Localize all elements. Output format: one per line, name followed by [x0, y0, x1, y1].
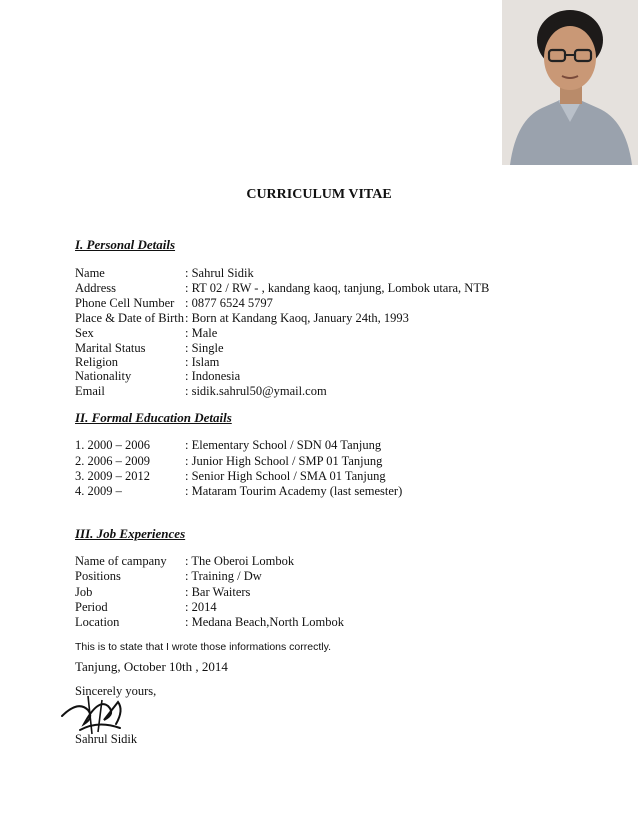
row-value: : RT 02 / RW - , kandang kaoq, tanjung, Lombok utara, NTB: [185, 281, 490, 295]
row-label: 2. 2006 – 2009: [75, 454, 150, 468]
row-value: : 2014: [185, 600, 217, 614]
portrait-image: [502, 0, 638, 165]
row-label: Location: [75, 615, 120, 629]
signature-image: [58, 690, 138, 738]
profile-photo: [502, 0, 638, 165]
education-row: [75, 454, 382, 469]
row-label: Nationality: [75, 369, 132, 383]
row-value: : Training / Dw: [185, 569, 262, 583]
row-value: : Islam: [185, 355, 220, 369]
row-label: Job: [75, 585, 93, 599]
row-label: Place & Date of Birth: [75, 311, 184, 325]
job-row: [75, 585, 250, 600]
row-label: Address: [75, 281, 116, 295]
document-title: CURRICULUM VITAE: [246, 187, 392, 202]
row-value: : The Oberoi Lombok: [185, 554, 295, 568]
section-heading-education: II. Formal Education Details: [75, 410, 232, 425]
personal-row-sex: [75, 326, 217, 341]
row-label: Phone Cell Number: [75, 296, 175, 310]
row-label: Name: [75, 266, 105, 280]
personal-row-birth: [75, 311, 409, 326]
closing-text: Sincerely yours,: [75, 684, 157, 698]
row-label: 3. 2009 – 2012: [75, 469, 150, 483]
education-row: [75, 438, 381, 453]
row-label: Positions: [75, 569, 121, 583]
row-value: : Medana Beach,North Lombok: [185, 615, 344, 629]
row-label: Religion: [75, 355, 119, 369]
education-row: [75, 484, 402, 499]
section-heading-jobs: III. Job Experiences: [75, 526, 186, 541]
personal-row-address: [75, 281, 489, 296]
row-value: : Elementary School / SDN 04 Tanjung: [185, 438, 382, 452]
job-row: [75, 554, 294, 569]
personal-row-name: [75, 266, 254, 281]
row-label: Marital Status: [75, 341, 146, 355]
row-label: Sex: [75, 326, 94, 340]
personal-row-nationality: [75, 369, 240, 384]
job-row: [75, 615, 344, 630]
row-label: Name of campany: [75, 554, 167, 568]
row-value: : Indonesia: [185, 369, 241, 383]
personal-row-religion: [75, 355, 219, 370]
row-value: : Senior High School / SMA 01 Tanjung: [185, 469, 386, 483]
row-value: : Sahrul Sidik: [185, 266, 254, 280]
row-label: 1. 2000 – 2006: [75, 438, 150, 452]
personal-row-phone: [75, 296, 273, 311]
row-label: Email: [75, 384, 105, 398]
row-value: : sidik.sahrul50@ymail.com: [185, 384, 327, 398]
row-value: : Born at Kandang Kaoq, January 24th, 1993: [185, 311, 409, 325]
row-value: : 0877 6524 5797: [185, 296, 273, 310]
handwritten-signature: [58, 690, 138, 738]
row-label: Period: [75, 600, 108, 614]
row-value: : Single: [185, 341, 224, 355]
job-row: [75, 600, 217, 615]
education-row: [75, 469, 386, 484]
row-value: : Junior High School / SMP 01 Tanjung: [185, 454, 383, 468]
job-row: [75, 569, 262, 584]
row-value: : Male: [185, 326, 218, 340]
section-heading-personal: I. Personal Details: [75, 237, 176, 252]
date-line: Tanjung, October 10th , 2014: [75, 659, 228, 674]
personal-row-email: [75, 384, 327, 399]
row-label: 4. 2009 –: [75, 484, 122, 498]
personal-row-marital: [75, 341, 224, 356]
row-value: : Mataram Tourim Academy (last semester): [185, 484, 403, 498]
signer-name: Sahrul Sidik: [75, 732, 138, 746]
statement-text: This is to state that I wrote those informations correctly.: [75, 641, 331, 653]
row-value: : Bar Waiters: [185, 585, 251, 599]
